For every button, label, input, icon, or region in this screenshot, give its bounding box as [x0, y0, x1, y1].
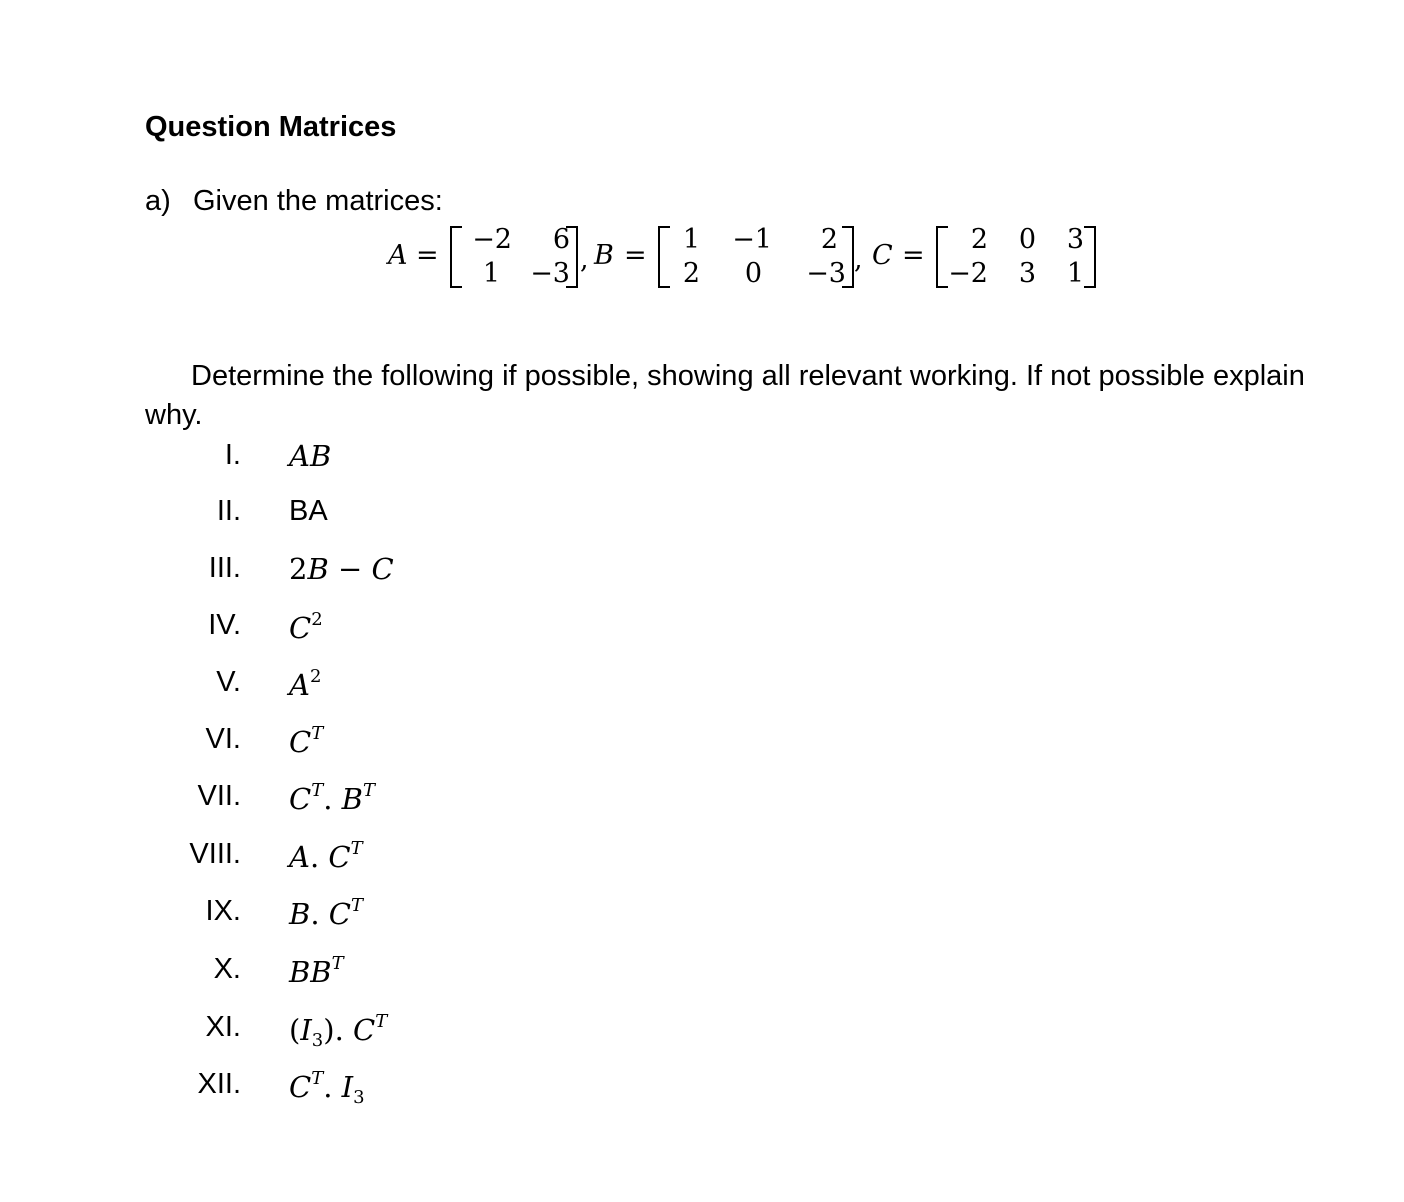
question-number: II.	[216, 495, 241, 527]
question-number: VII.	[197, 780, 241, 812]
question-expression: BA	[289, 495, 328, 527]
question-expression: A. $C^T$	[289, 838, 363, 874]
bracket-right	[566, 226, 578, 288]
matrix-cell: 0	[744, 258, 762, 289]
question-expression: $A^2$	[289, 666, 322, 702]
question-number: III.	[208, 552, 241, 584]
equals-sign: =	[416, 240, 439, 271]
matrix-cell: 3	[1018, 258, 1036, 289]
matrix-cell: −2	[948, 258, 988, 289]
matrix-cell: 2	[820, 224, 838, 255]
matrix-cell: 3	[1066, 224, 1084, 255]
question-number: VIII.	[189, 838, 241, 870]
matrix-cell: 0	[1018, 224, 1036, 255]
question-number: X.	[213, 953, 241, 985]
question-number: XII.	[197, 1068, 241, 1100]
question-expression: $C^T$. $I_3$	[289, 1068, 365, 1108]
question-expression: $(I_3)$. $C^T$	[289, 1011, 388, 1051]
matrix-b-name: B	[594, 240, 614, 271]
matrix-cell: 2	[682, 258, 700, 289]
comma: ,	[580, 244, 589, 275]
matrix-cell: 1	[682, 224, 700, 255]
question-expression: $C^T$. $B^T$	[289, 780, 375, 816]
instruction-text: Determine the following if possible, showing all relevant working. If not possible explain why.	[145, 360, 1305, 431]
matrix-cell: −1	[732, 224, 772, 255]
matrix-cell: −3	[530, 258, 570, 289]
matrix-equation	[388, 222, 1108, 292]
matrix-cell: 1	[482, 258, 500, 289]
question-expression: AB	[289, 439, 332, 473]
equals-sign: =	[624, 240, 647, 271]
matrix-c-name: C	[872, 240, 893, 271]
question-expression: 2B − C	[289, 552, 394, 586]
page-title: Question Matrices	[145, 111, 397, 143]
question-number: VI.	[205, 723, 241, 755]
question-number: V.	[216, 666, 241, 698]
question-expression: $C^T$	[289, 723, 324, 759]
question-expression: $BB^T$	[289, 953, 344, 989]
question-expression: B. $C^T$	[289, 895, 363, 931]
part-label: a)	[145, 185, 171, 217]
matrix-a-name: A	[388, 240, 408, 271]
matrix-cell: −3	[806, 258, 846, 289]
bracket-right	[842, 226, 854, 288]
question-expression: $C^2$	[289, 609, 323, 645]
question-number: I.	[224, 439, 241, 471]
part-text: Given the matrices:	[193, 185, 443, 217]
comma: ,	[854, 244, 863, 275]
matrix-cell: 2	[970, 224, 988, 255]
matrix-cell: 1	[1066, 258, 1084, 289]
matrix-cell: 6	[552, 224, 570, 255]
equals-sign: =	[902, 240, 925, 271]
bracket-right	[1084, 226, 1096, 288]
question-number: XI.	[205, 1011, 241, 1043]
question-number: IV.	[208, 609, 241, 641]
question-number: IX.	[205, 895, 241, 927]
matrix-cell: −2	[472, 224, 512, 255]
